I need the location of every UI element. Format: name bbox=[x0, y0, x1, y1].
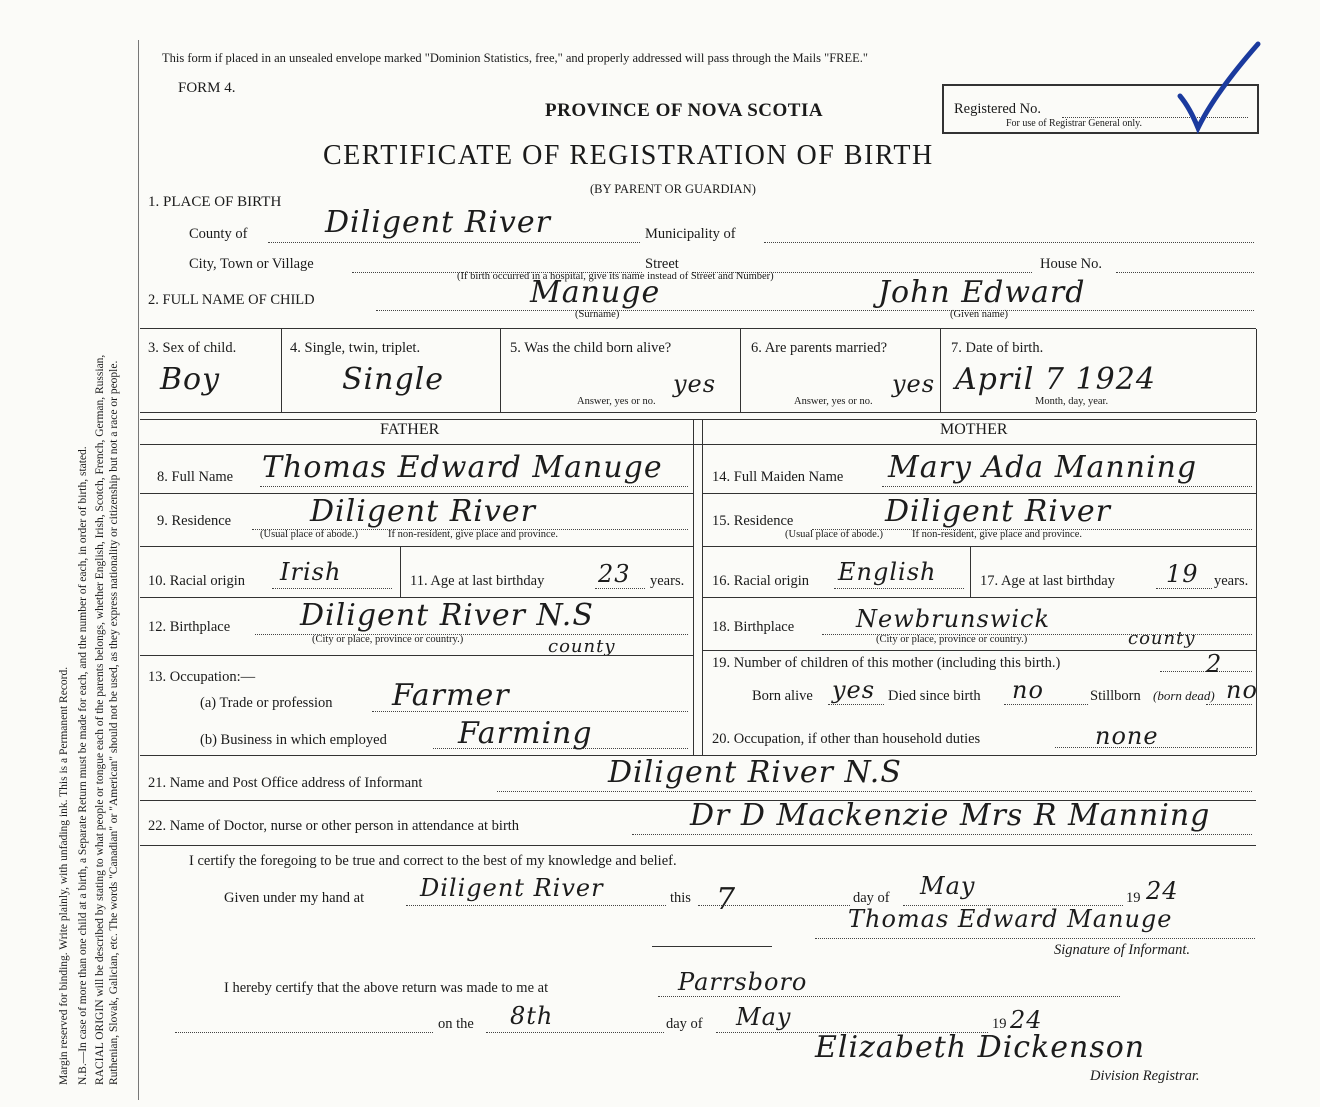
answer-caption-5: Answer, yes or no. bbox=[577, 396, 656, 407]
registrar-only-note: For use of Registrar General only. bbox=[1006, 118, 1142, 129]
mother-occupation-value: none bbox=[1095, 722, 1159, 750]
certify-statement: I certify the foregoing to be true and correct to the best of my knowledge and belief. bbox=[189, 853, 677, 869]
father-city-caption: (City or place, province or country.) bbox=[312, 634, 464, 645]
parents-married-label: 6. Are parents married? bbox=[751, 340, 888, 356]
mother-racial-value: English bbox=[838, 558, 937, 586]
rule bbox=[652, 946, 772, 947]
rule bbox=[632, 834, 1252, 835]
year-prefix-2: 19 bbox=[992, 1016, 1007, 1032]
mother-abode-caption: (Usual place of abode.) bbox=[785, 529, 883, 540]
mail-notice: This form if placed in an unsealed envelope marked "Dominion Statistics, free," and properly addressed will pass through the Mails "FREE." bbox=[162, 51, 869, 65]
street-label: Street bbox=[645, 256, 679, 272]
father-years-label: years. bbox=[650, 573, 685, 589]
mother-years-label: years. bbox=[1214, 573, 1249, 589]
given-under-label: Given under my hand at bbox=[224, 890, 365, 906]
business-label: (b) Business in which employed bbox=[200, 732, 387, 748]
mother-nonres-caption: If non-resident, give place and province. bbox=[912, 529, 1082, 540]
county-value: Diligent River bbox=[325, 205, 551, 240]
father-heading: FATHER bbox=[380, 421, 440, 438]
num-children-label: 19. Number of children of this mother (including this birth.) bbox=[712, 655, 1061, 671]
margin-instructions bbox=[58, 355, 121, 1085]
single-value: Single bbox=[342, 362, 445, 397]
father-name-label: 8. Full Name bbox=[157, 469, 234, 485]
occupation-label: 13. Occupation:— bbox=[148, 669, 256, 685]
died-since-value: no bbox=[1012, 676, 1044, 704]
mother-heading: MOTHER bbox=[940, 421, 1008, 438]
father-nonres-caption: If non-resident, give place and province. bbox=[388, 529, 558, 540]
this-label: this bbox=[670, 890, 691, 906]
parents-married-value: yes bbox=[892, 370, 936, 398]
day-value: 7 bbox=[716, 882, 737, 917]
rule bbox=[702, 546, 1256, 547]
city-label: City, Town or Village bbox=[189, 256, 314, 272]
given-at-value: Diligent River bbox=[420, 874, 604, 902]
municipality-line bbox=[764, 242, 1254, 243]
father-residence-value: Diligent River bbox=[310, 494, 536, 529]
father-birthplace-label: 12. Birthplace bbox=[148, 619, 231, 635]
rule bbox=[140, 444, 1256, 445]
mother-age-label: 17. Age at last birthday bbox=[980, 573, 1115, 589]
mother-residence-label: 15. Residence bbox=[712, 513, 794, 529]
rule bbox=[140, 655, 693, 656]
place-of-birth-label: 1. PLACE OF BIRTH bbox=[148, 194, 282, 210]
father-age-label: 11. Age at last birthday bbox=[410, 573, 545, 589]
num-children-value: 2 bbox=[1206, 650, 1223, 678]
month-day-year-caption: Month, day, year. bbox=[1035, 396, 1109, 407]
father-residence-label: 9. Residence bbox=[157, 513, 232, 529]
margin-line-3: RACIAL ORIGIN will be described by stating to what people or tongue each of the parents belongs, whether English, Irish, Scotch, French, German, Russian, bbox=[94, 354, 106, 1085]
county-label: County of bbox=[189, 226, 248, 242]
reg-month-value: May bbox=[736, 1003, 792, 1031]
rule bbox=[140, 328, 1256, 329]
father-birthplace-value: Diligent River N.S bbox=[300, 598, 594, 633]
born-alive-label: 5. Was the child born alive? bbox=[510, 340, 672, 356]
rule bbox=[497, 791, 1252, 792]
informant-signature: Thomas Edward Manuge bbox=[848, 905, 1173, 933]
mother-age-value: 19 bbox=[1166, 560, 1199, 588]
rule bbox=[834, 588, 964, 589]
year-prefix: 19 bbox=[1126, 890, 1141, 906]
rule bbox=[500, 329, 501, 412]
answer-caption-6: Answer, yes or no. bbox=[794, 396, 873, 407]
stillborn-label: Stillborn bbox=[1090, 688, 1141, 704]
rule bbox=[281, 329, 282, 412]
margin-rule bbox=[138, 40, 139, 1100]
business-value: Farming bbox=[458, 716, 593, 751]
rule bbox=[1156, 588, 1212, 589]
informant-value: Diligent River N.S bbox=[608, 755, 902, 790]
registered-no-label: Registered No. bbox=[954, 101, 1041, 117]
single-label: 4. Single, twin, triplet. bbox=[290, 340, 421, 356]
informant-label: 21. Name and Post Office address of Informant bbox=[148, 775, 423, 791]
trade-value: Farmer bbox=[392, 678, 510, 713]
day-of-label-2: day of bbox=[666, 1016, 703, 1032]
father-racial-label: 10. Racial origin bbox=[148, 573, 246, 589]
child-name-line bbox=[376, 310, 1254, 311]
rule bbox=[140, 546, 693, 547]
hereby-certify-label: I hereby certify that the above return was made to me at bbox=[224, 980, 549, 996]
month-value: May bbox=[920, 872, 976, 900]
given-name-caption: (Given name) bbox=[950, 309, 1009, 320]
mother-occupation-label: 20. Occupation, if other than household duties bbox=[712, 731, 981, 747]
mother-birthplace-value: Newbrunswick bbox=[856, 605, 1051, 633]
rule bbox=[400, 547, 401, 597]
margin-line-4: Ruthenian, Slovak, Galician, etc. The words "Canadian" or "American" should not be used, as they express nationality or citizenship but not a race or people. bbox=[107, 360, 120, 1085]
rule bbox=[175, 1032, 433, 1033]
rule bbox=[595, 588, 645, 589]
rule bbox=[140, 419, 1256, 420]
rule bbox=[1004, 704, 1088, 705]
surname-caption: (Surname) bbox=[575, 309, 620, 320]
reg-day-value: 8th bbox=[510, 1002, 554, 1030]
father-birthplace-extra: county bbox=[548, 636, 616, 657]
rule bbox=[260, 486, 688, 487]
dob-value: April 7 1924 bbox=[955, 362, 1156, 397]
doctor-label: 22. Name of Doctor, nurse or other person in attendance at birth bbox=[148, 818, 520, 834]
rule bbox=[140, 845, 1256, 846]
rule bbox=[940, 329, 941, 412]
day-of-label: day of bbox=[853, 890, 890, 906]
rule bbox=[140, 412, 1256, 413]
margin-line-2: N.B.—In case of more than one child at a birth, a Separate Return must be made for each, and the number of each, in order of birth, stated. bbox=[76, 446, 89, 1085]
father-abode-caption: (Usual place of abode.) bbox=[260, 529, 358, 540]
rule bbox=[815, 938, 1255, 939]
rule bbox=[702, 420, 703, 755]
reg-year-value: 24 bbox=[1010, 1006, 1043, 1034]
father-racial-value: Irish bbox=[280, 558, 342, 586]
father-age-value: 23 bbox=[598, 560, 631, 588]
sex-label: 3. Sex of child. bbox=[148, 340, 237, 356]
margin-line-1: Margin reserved for binding. Write plainly, with unfading ink. This is a Permanent Record. bbox=[58, 666, 70, 1085]
born-alive-count-value: yes bbox=[832, 676, 876, 704]
rule bbox=[406, 905, 666, 906]
stillborn-value: no bbox=[1226, 676, 1258, 704]
mother-racial-label: 16. Racial origin bbox=[712, 573, 810, 589]
registrar-signature: Elizabeth Dickenson bbox=[815, 1030, 1146, 1065]
certificate-subtitle: (BY PARENT OR GUARDIAN) bbox=[590, 182, 756, 196]
province-heading: PROVINCE OF NOVA SCOTIA bbox=[545, 100, 824, 121]
rule bbox=[828, 704, 884, 705]
mother-birthplace-label: 18. Birthplace bbox=[712, 619, 795, 635]
mother-name-label: 14. Full Maiden Name bbox=[712, 469, 844, 485]
dob-label: 7. Date of birth. bbox=[951, 340, 1044, 356]
doctor-value: Dr D Mackenzie Mrs R Manning bbox=[690, 798, 1211, 833]
rule bbox=[1206, 704, 1252, 705]
checkmark-icon bbox=[1170, 38, 1270, 138]
on-the-label: on the bbox=[438, 1016, 474, 1032]
died-since-label: Died since birth bbox=[888, 688, 981, 704]
rule bbox=[882, 486, 1252, 487]
rule bbox=[272, 588, 392, 589]
form-number: FORM 4. bbox=[178, 80, 236, 96]
sex-value: Boy bbox=[160, 362, 221, 397]
rule bbox=[693, 420, 694, 755]
rule bbox=[486, 1032, 664, 1033]
trade-label: (a) Trade or profession bbox=[200, 695, 333, 711]
child-name-label: 2. FULL NAME OF CHILD bbox=[148, 292, 315, 308]
division-registrar-caption: Division Registrar. bbox=[1090, 1068, 1200, 1084]
rule bbox=[970, 547, 971, 597]
certificate-title: CERTIFICATE OF REGISTRATION OF BIRTH bbox=[323, 140, 934, 171]
house-no-line bbox=[1116, 272, 1254, 273]
rule bbox=[702, 597, 1256, 598]
year-value: 24 bbox=[1146, 877, 1179, 905]
county-line bbox=[268, 242, 640, 243]
house-no-label: House No. bbox=[1040, 256, 1103, 272]
rule bbox=[740, 329, 741, 412]
municipality-label: Municipality of bbox=[645, 226, 736, 242]
born-alive-value: yes bbox=[673, 370, 717, 398]
child-given-value: John Edward bbox=[878, 275, 1086, 310]
rule bbox=[658, 996, 1120, 997]
signature-informant-caption: Signature of Informant. bbox=[1054, 942, 1191, 958]
rule bbox=[702, 650, 1256, 651]
hospital-note: (If birth occurred in a hospital, give its name instead of Street and Number) bbox=[457, 271, 774, 282]
rule bbox=[1256, 329, 1257, 412]
mother-name-value: Mary Ada Manning bbox=[888, 450, 1198, 485]
child-surname-value: Manuge bbox=[530, 275, 661, 310]
father-name-value: Thomas Edward Manuge bbox=[262, 450, 663, 485]
mother-residence-value: Diligent River bbox=[885, 494, 1111, 529]
rule bbox=[1256, 420, 1257, 755]
registered-at-value: Parrsboro bbox=[678, 968, 808, 996]
mother-city-caption: (City or place, province or country.) bbox=[876, 634, 1028, 645]
born-alive-label-19: Born alive bbox=[752, 688, 813, 704]
mother-birthplace-extra: county bbox=[1128, 628, 1196, 649]
born-dead-caption: (born dead) bbox=[1153, 688, 1215, 703]
